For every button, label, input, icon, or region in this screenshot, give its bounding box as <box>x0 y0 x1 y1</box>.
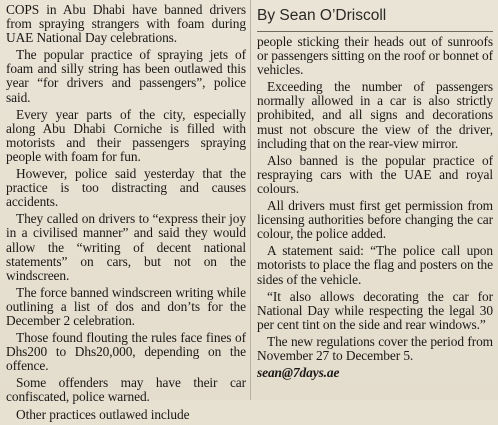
article-paragraph: A statement said: “The police call upon motorists to place the flag and posters on the sides of the vehicle. <box>257 243 493 287</box>
article-paragraph: Those found flouting the rules face fines of Dhs200 to Dhs20,000, depending on the offence. <box>6 330 246 374</box>
article-right-column <box>257 3 493 383</box>
article-paragraph: Other practices outlawed include <box>16 406 190 422</box>
article-paragraph: COPS in Abu Dhabi have banned drivers from spraying strangers with foam during UAE National Day celebrations. <box>6 2 246 46</box>
article-left-column <box>6 3 246 425</box>
article-paragraph: The popular practice of spraying jets of foam and silly string has been outlawed this year “for drivers and passengers”, police said. <box>6 47 246 105</box>
article-paragraph: Every year parts of the city, especially along Abu Dhabi Corniche is filled with motorists and their passengers spraying people with foam for fun. <box>6 106 246 164</box>
article-paragraph: All drivers must first get permission from licensing authorities before changing the car colour, the police added. <box>257 198 493 242</box>
article-paragraph: However, police said yesterday that the practice is too distracting and causes accidents. <box>6 166 246 210</box>
author-email: sean@7days.ae <box>257 365 340 381</box>
byline: By Sean O’Driscoll <box>257 3 493 32</box>
article-paragraph: “It also allows decorating the car for National Day while respecting the legal 30 per cent tint on the side and rear windows.” <box>257 288 493 332</box>
article-paragraph: They called on drivers to “express their joy in a civilised manner” and said they would allow the “writing of decent national statements” on cars, but not on the windscreen. <box>6 211 246 283</box>
article-paragraph: Some offenders may have their car confiscated, police warned. <box>6 375 246 405</box>
article-paragraph: people sticking their heads out of sunroofs or passengers sitting on the roof or bonnet of vehicles. <box>257 34 493 78</box>
article-paragraph: Also banned is the popular practice of respraying cars with the UAE and royal colours. <box>257 152 493 196</box>
article-paragraph: The force banned windscreen writing while outlining a list of dos and don’ts for the December 2 celebration. <box>6 284 246 328</box>
article-paragraph: Exceeding the number of passengers normally allowed in a car is also strictly prohibited, and all signs and decorations must not obscure the view of the driver, including that on the rear-view mirror. <box>257 79 493 151</box>
article-paragraph: The new regulations cover the period from November 27 to December 5. <box>257 333 493 363</box>
column-divider <box>250 0 251 400</box>
